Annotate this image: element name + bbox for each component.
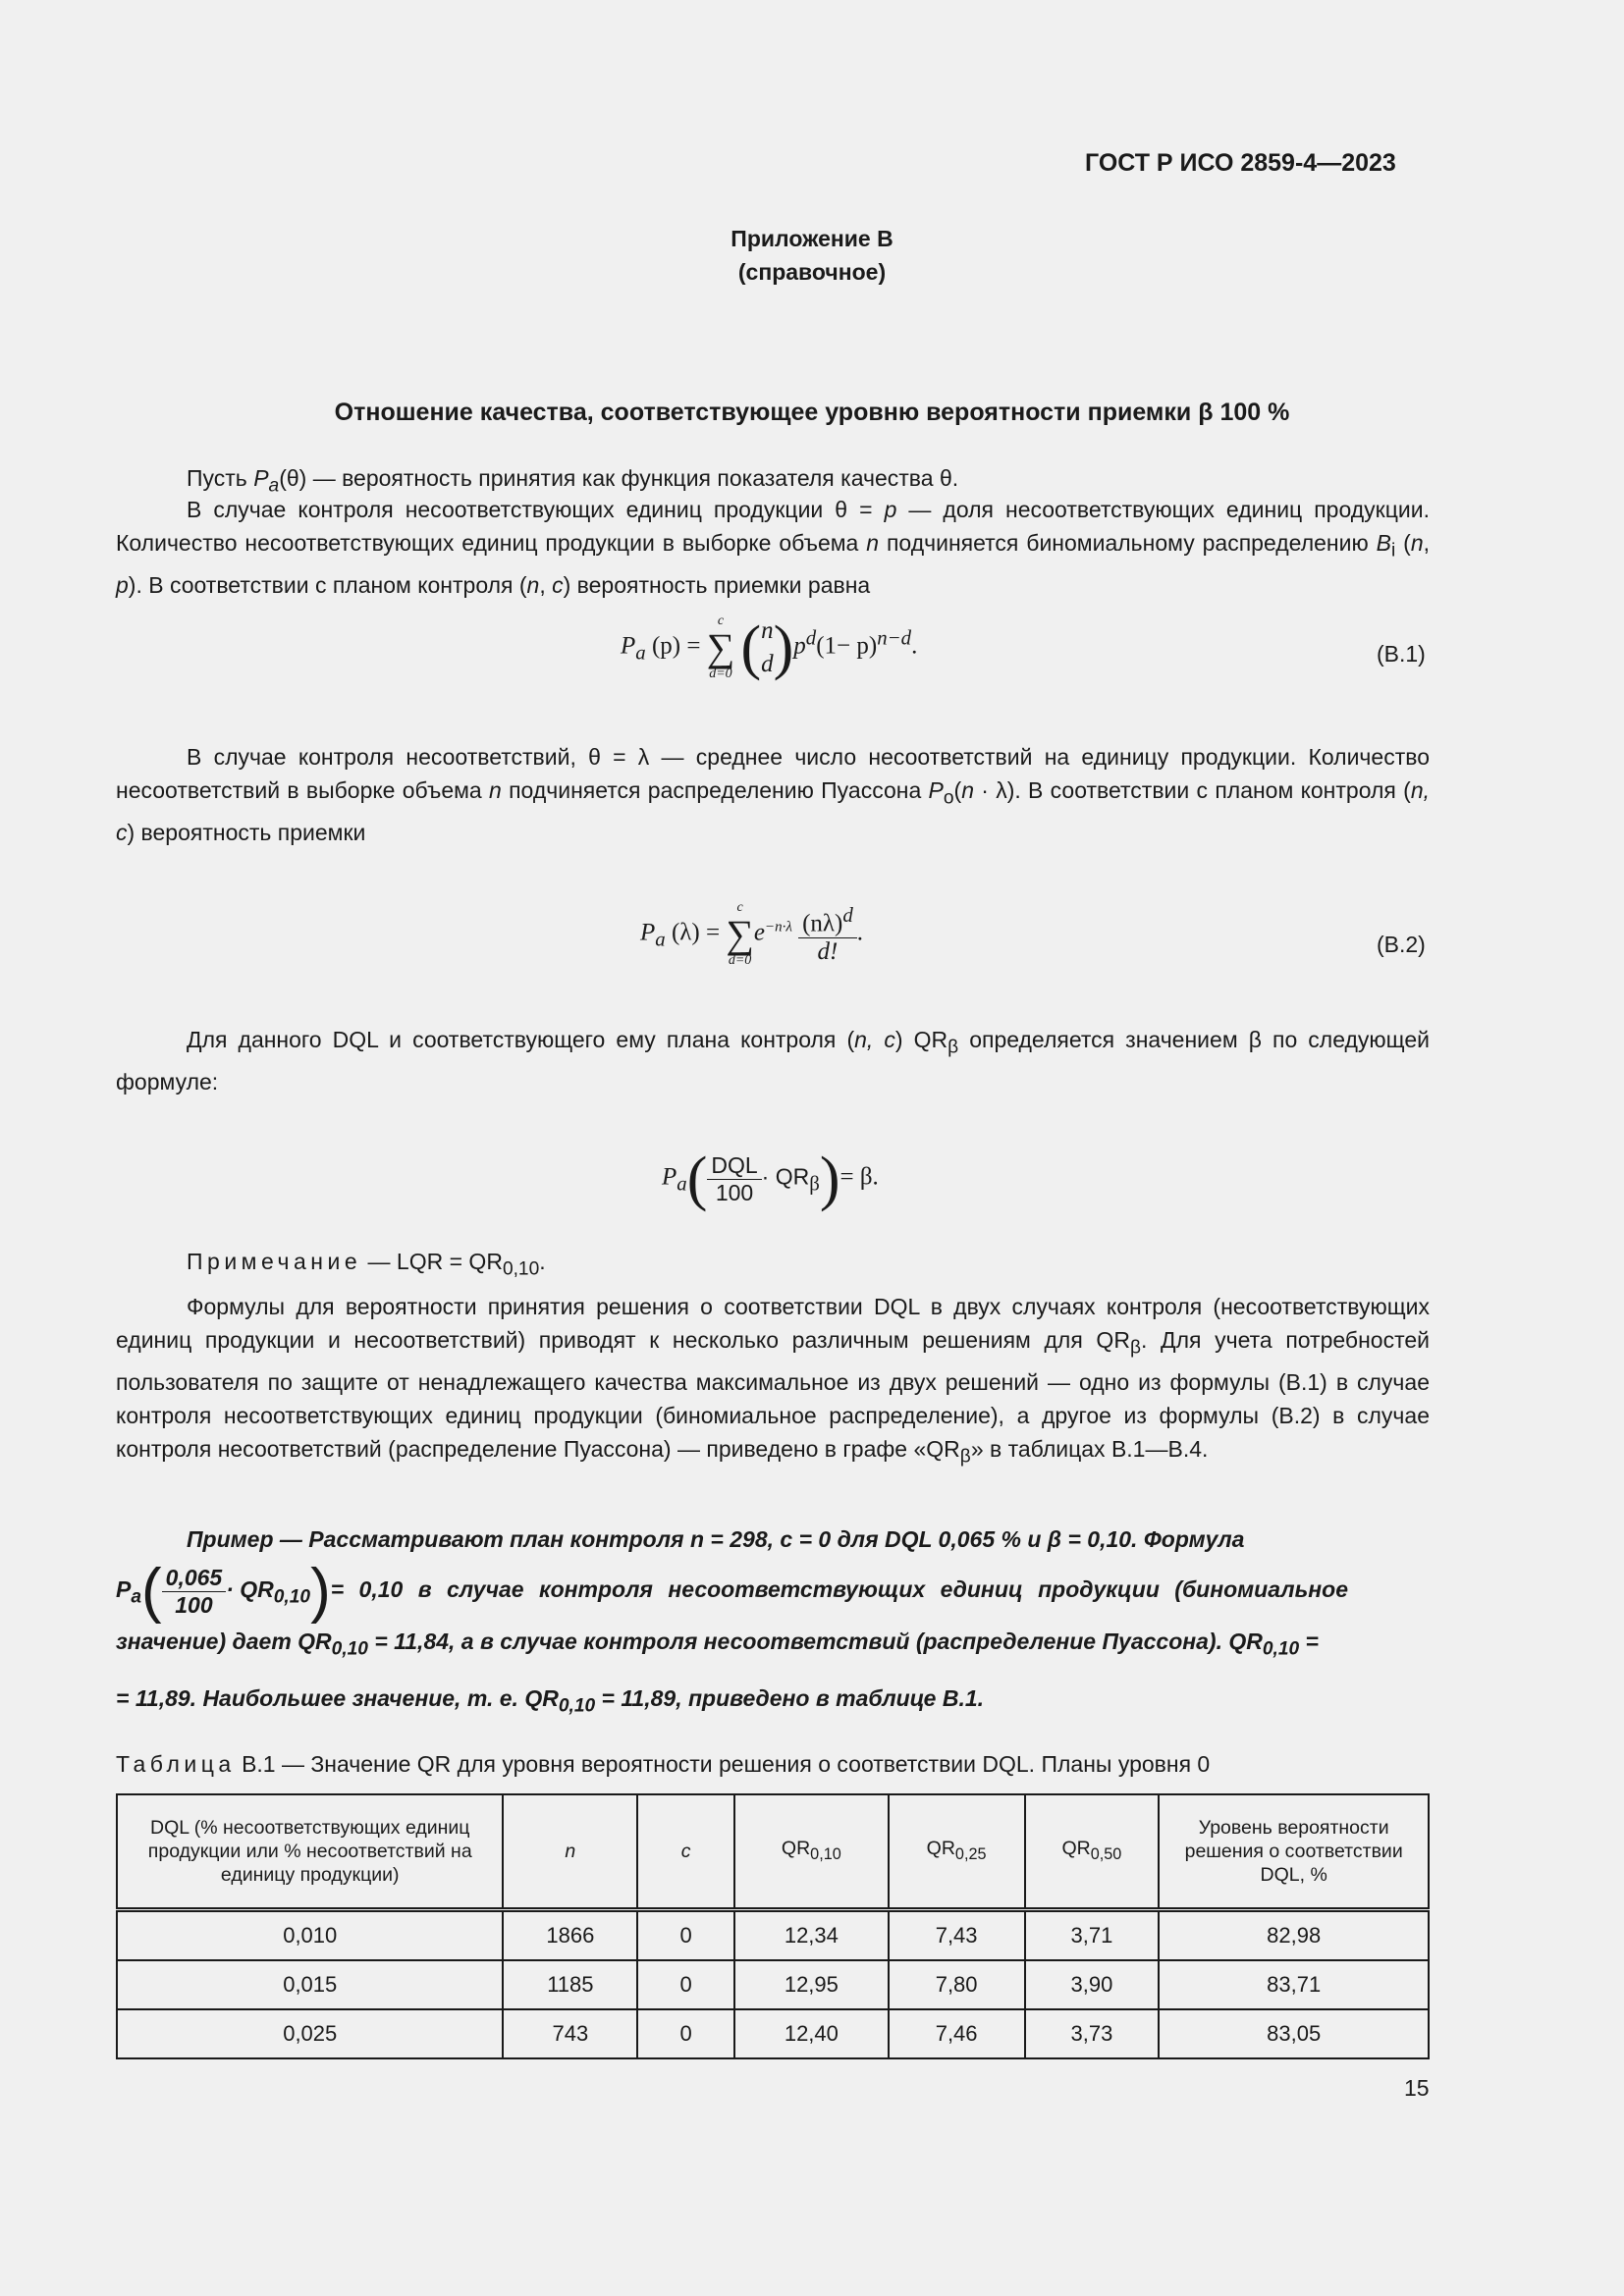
cell-qr050: 3,90 xyxy=(1025,1960,1160,2009)
cell-qr025: 7,80 xyxy=(889,1960,1025,2009)
qr-table xyxy=(116,1793,1430,2059)
equation-qr-beta: $P_a$( $\frac{\text{DQL}}{100}$ · $QR_\beta)= \beta$. xyxy=(662,1146,879,1212)
cell-c: 0 xyxy=(637,1910,734,1961)
document-code: ГОСТ Р ИСО 2859-4—2023 xyxy=(1085,149,1396,177)
example-line-4: = 11,89. Наибольшее значение, т. е. $QR_{0,10} = 11,89$, приведено в таблице В.1. xyxy=(116,1685,985,1717)
paragraph-5: Формулы для вероятности принятия решения о соответствии DQL в двух случаях контроля (несоответствующих единиц продукции и несоответствий) приводят к несколько различным решениям для $QR_\beta$. Для учета потребностей пользователя по защите от ненадлежащего качества максимальное из двух решений — одно из формулы (В.1) в случае контроля несоответствующих единиц продукции (биномиальное распределение), а другое из формулы (В.2) в случае контроля несоответствий (распределение Пуассона) — приведено в графе «$QR_\beta$» в таблицах В.1—В.4. xyxy=(116,1294,1430,1468)
header-qr025: $QR_{0,25}$ xyxy=(889,1794,1025,1910)
cell-qr010: 12,34 xyxy=(734,1910,889,1961)
equation-b1-number: (В.1) xyxy=(1377,641,1426,667)
cell-n: 1185 xyxy=(503,1960,637,2009)
cell-c: 0 xyxy=(637,1960,734,2009)
cell-dql: 0,010 xyxy=(117,1910,503,1961)
annex-status: (справочное) xyxy=(737,259,887,285)
header-qr010: $QR_{0,10}$ xyxy=(734,1794,889,1910)
cell-qr010: 12,40 xyxy=(734,2009,889,2058)
annex-title: Приложение В xyxy=(731,226,893,251)
header-n: n xyxy=(503,1794,637,1910)
cell-dql: 0,025 xyxy=(117,2009,503,2058)
equation-b1: $P_a$ (p) = c ∑ d=0 ( n d )$p^d(1- p)^{n-d}$. xyxy=(621,614,918,681)
cell-qr025: 7,43 xyxy=(889,1910,1025,1961)
cell-dql: 0,015 xyxy=(117,1960,503,2009)
example-line-2: $P_a$( $\frac{0,065}{100}$ · $QR_{0,10})= 0,10$ в случае контроля несоответствующих единиц продукции (биномиальное xyxy=(116,1557,1349,1625)
equation-b2: $P_a$ (λ) = c ∑ d=0 $e^{-n\cdot\lambda}$ $\frac{(n\lambda)^d}{d!}$ . xyxy=(640,900,864,968)
section-title: Отношение качества, соответствующее уровню вероятности приемки β 100 % xyxy=(334,399,1290,426)
header-qr050: $QR_{0,50}$ xyxy=(1025,1794,1160,1910)
cell-n: 1866 xyxy=(503,1910,637,1961)
cell-qr050: 3,73 xyxy=(1025,2009,1160,2058)
header-dql: DQL (% несоответствующих единиц продукции или % несоответствий на единицу продукции) xyxy=(117,1794,503,1910)
paragraph-1: Пусть $P_a(\theta)$ — вероятность принятия как функция показателя качества θ. xyxy=(187,465,959,497)
cell-level: 83,05 xyxy=(1159,2009,1429,2058)
cell-qr010: 12,95 xyxy=(734,1960,889,2009)
table-row xyxy=(117,2009,1429,2058)
paragraph-4: Для данного DQL и соответствующего ему плана контроля (n, c) $QR_\beta$ определяется значением β по следующей формуле: xyxy=(116,1027,1430,1095)
example-line-3: значение) дает $QR_{0,10} = 11,84$, а в случае контроля несоответствий (распределение Пуассона). $QR_{0,10}$ = xyxy=(116,1629,1319,1660)
header-c: c xyxy=(637,1794,734,1910)
cell-level: 82,98 xyxy=(1159,1910,1429,1961)
cell-qr025: 7,46 xyxy=(889,2009,1025,2058)
paragraph-2: В случае контроля несоответствующих единиц продукции θ = p — доля несоответствующих единиц продукции. Количество несоответствующих единиц продукции в выборке объема n подчиняется биномиальному распределению $B_i$ (n, p). В соответствии с планом контроля (n, c) вероятность приемки равна xyxy=(116,497,1431,598)
table-row xyxy=(117,1910,1429,1961)
paragraph-3: В случае контроля несоответствий, θ = λ — среднее число несоответствий на единицу продукции. Количество несоответствий в выборке объема n подчиняется распределению Пуассона $P_o(n \cdot \lambda)$. В соответствии с планом контроля (n, c) вероятность приемки xyxy=(116,744,1430,845)
example-line-1: Пример — Рассматривают план контроля n = 298, c = 0 для DQL 0,065 % и β = 0,10. Формула xyxy=(187,1526,1245,1552)
cell-c: 0 xyxy=(637,2009,734,2058)
note: Примечание — LQR = $QR_{0,10}$. xyxy=(187,1249,546,1280)
cell-n: 743 xyxy=(503,2009,637,2058)
equation-b2-number: (В.2) xyxy=(1377,932,1426,957)
table-row xyxy=(117,1960,1429,2009)
cell-qr050: 3,71 xyxy=(1025,1910,1160,1961)
header-level: Уровень вероятности решения о соответствии DQL, % xyxy=(1159,1794,1429,1910)
table-header-row xyxy=(117,1794,1429,1910)
cell-level: 83,71 xyxy=(1159,1960,1429,2009)
table-caption: Таблица В.1 — Значение QR для уровня вероятности решения о соответствии DQL. Планы уровня 0 xyxy=(116,1751,1211,1777)
page-number: 15 xyxy=(1404,2075,1430,2101)
